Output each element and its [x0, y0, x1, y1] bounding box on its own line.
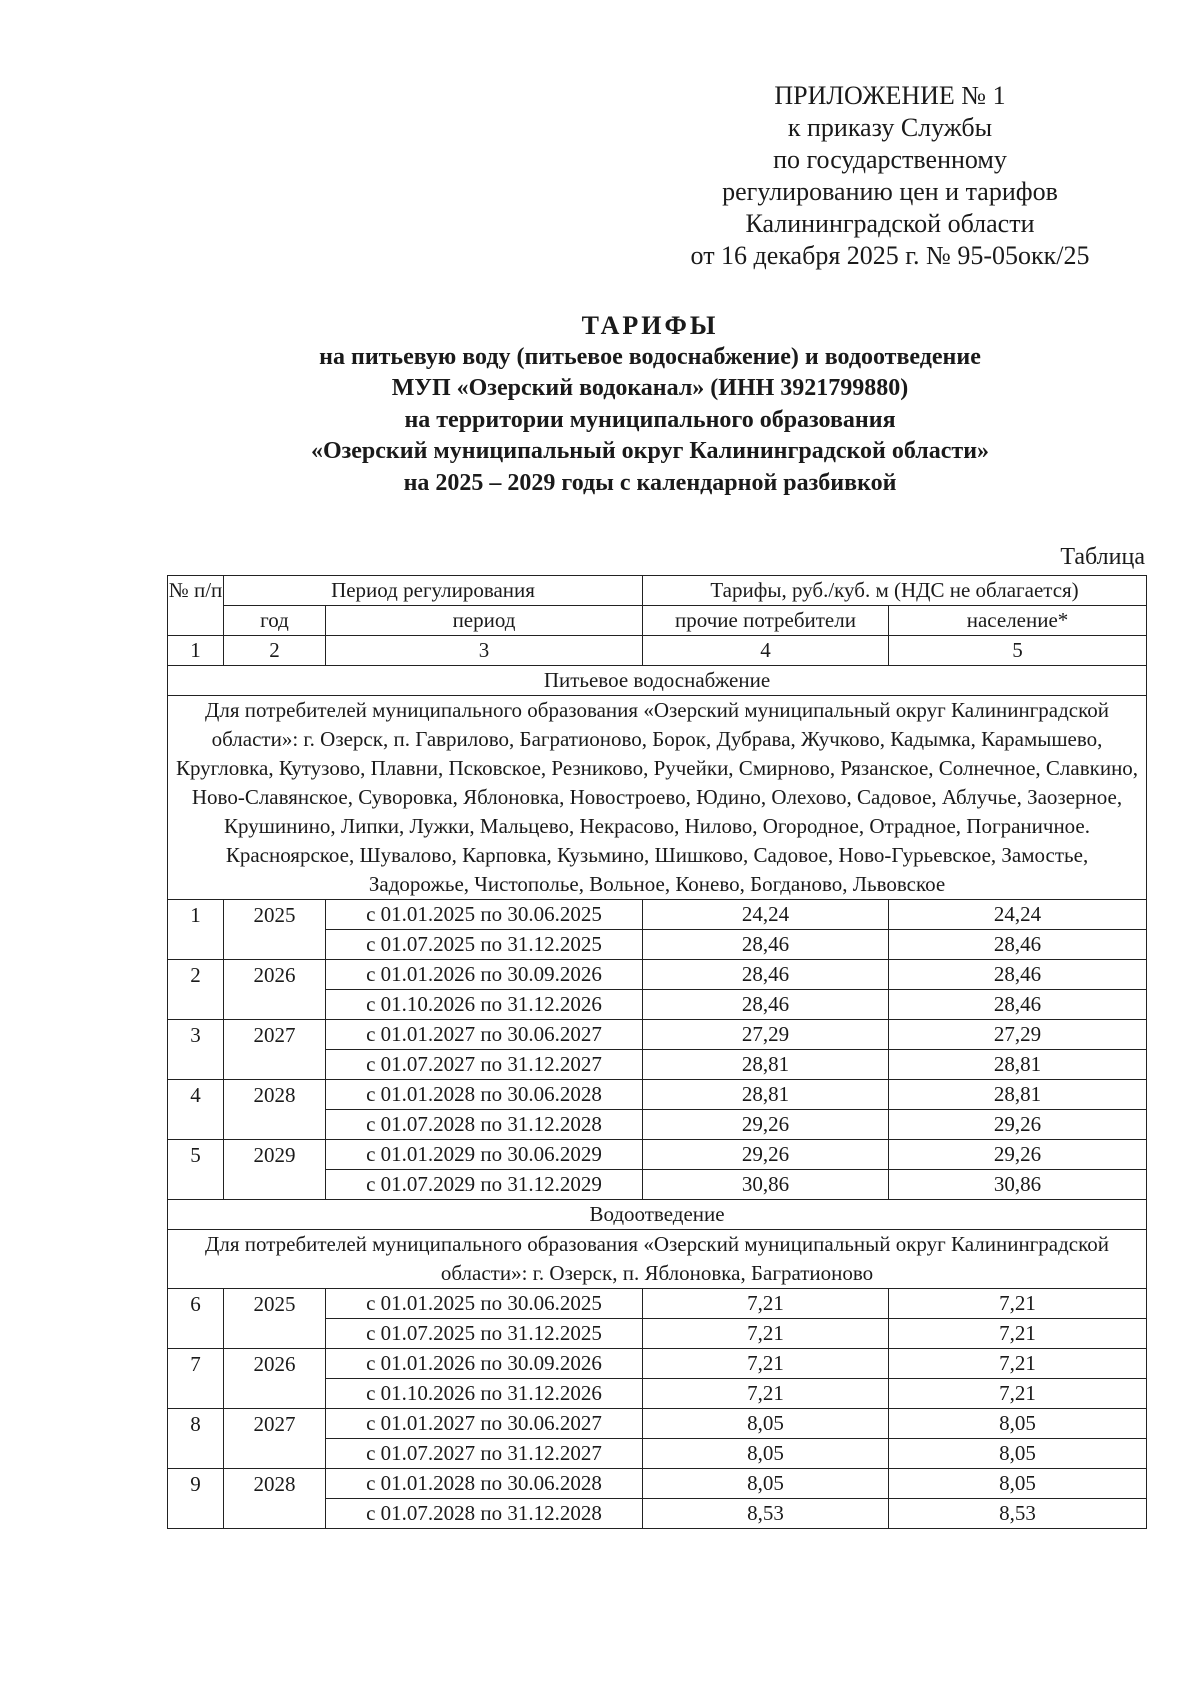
row-tariff-population: 29,26 — [889, 1110, 1147, 1140]
row-period: с 01.07.2028 по 31.12.2028 — [326, 1499, 643, 1529]
row-tariff-other: 8,05 — [643, 1439, 889, 1469]
row-period: с 01.01.2026 по 30.09.2026 — [326, 1349, 643, 1379]
row-tariff-other: 7,21 — [643, 1349, 889, 1379]
title-line: на 2025 – 2029 годы с календарной разбивкой — [403, 469, 897, 496]
section-heading-row — [168, 1200, 1147, 1230]
row-period: с 01.01.2028 по 30.06.2028 — [326, 1469, 643, 1499]
header-other: прочие потребители — [643, 606, 889, 636]
section-heading-row — [168, 666, 1147, 696]
row-tariff-population: 7,21 — [889, 1319, 1147, 1349]
row-period: с 01.01.2027 по 30.06.2027 — [326, 1409, 643, 1439]
row-tariff-population: 8,05 — [889, 1409, 1147, 1439]
table-caption: Таблица — [1060, 544, 1145, 570]
row-tariff-other: 8,05 — [643, 1469, 889, 1499]
row-period: с 01.07.2027 по 31.12.2027 — [326, 1439, 643, 1469]
title-line: на питьевую воду (питьевое водоснабжение) и водоотведение — [319, 343, 981, 370]
row-tariff-population: 28,46 — [889, 960, 1147, 990]
row-number: 9 — [168, 1469, 224, 1529]
row-period: с 01.07.2025 по 31.12.2025 — [326, 1319, 643, 1349]
table-row — [168, 1349, 1147, 1379]
column-number: 2 — [224, 636, 326, 666]
row-tariff-population: 28,81 — [889, 1050, 1147, 1080]
row-tariff-population: 29,26 — [889, 1140, 1147, 1170]
subheader-row — [168, 606, 1147, 636]
section-note: Для потребителей муниципального образования «Озерский муниципальный округ Калининградской области»: г. Озерск, п. Гаврилово, Багратионово, Борок, Дубрава, Жучково, Кадымка, Карамышево, Кругловка, Кутузово, Плавни, Псковское, Резниково, Ручейки, Смирново, Рязанское, Солнечное, Славкино, Ново-Славянское, Суворовка, Яблоновка, Новостроево, Юдино, Олехово, Садовое, Аблучье, Заозерное, Крушинино, Липки, Лужки, Мальцево, Некрасово, Нилово, Огородное, Отрадное, Пограничное. Красноярское, Шувалово, Карповка, Кузьмино, Шишково, Садовое, Ново-Гурьевское, Замостье, Задорожье, Чистополье, Вольное, Конево, Богданово, Львовское — [168, 696, 1147, 900]
column-number: 1 — [168, 636, 224, 666]
row-tariff-other: 7,21 — [643, 1289, 889, 1319]
header-year: год — [224, 606, 326, 636]
row-tariff-other: 8,05 — [643, 1409, 889, 1439]
row-tariff-other: 28,81 — [643, 1080, 889, 1110]
row-period: с 01.01.2027 по 30.06.2027 — [326, 1020, 643, 1050]
appendix-block — [640, 80, 1140, 272]
row-tariff-other: 27,29 — [643, 1020, 889, 1050]
column-number: 5 — [889, 636, 1147, 666]
row-period: с 01.07.2029 по 31.12.2029 — [326, 1170, 643, 1200]
row-tariff-other: 7,21 — [643, 1379, 889, 1409]
row-period: с 01.10.2026 по 31.12.2026 — [326, 990, 643, 1020]
appendix-line: регулированию цен и тарифов — [722, 177, 1058, 206]
row-tariff-other: 28,46 — [643, 930, 889, 960]
row-tariff-other: 28,46 — [643, 990, 889, 1020]
row-year: 2026 — [224, 960, 326, 1020]
title-line: МУП «Озерский водоканал» (ИНН 3921799880) — [391, 375, 909, 401]
row-tariff-population: 30,86 — [889, 1170, 1147, 1200]
appendix-line: Калининградской области — [745, 209, 1035, 238]
row-number: 3 — [168, 1020, 224, 1080]
section-heading: Питьевое водоснабжение — [168, 666, 1147, 696]
row-year: 2027 — [224, 1020, 326, 1080]
row-year: 2028 — [224, 1080, 326, 1140]
row-period: с 01.01.2025 по 30.06.2025 — [326, 1289, 643, 1319]
row-tariff-other: 8,53 — [643, 1499, 889, 1529]
table-row — [168, 1020, 1147, 1050]
row-tariff-population: 28,81 — [889, 1080, 1147, 1110]
row-year: 2025 — [224, 1289, 326, 1349]
header-population: население* — [889, 606, 1147, 636]
title-line: на территории муниципального образования — [404, 406, 896, 433]
tariffs-table — [167, 575, 1147, 1529]
appendix-line: от 16 декабря 2025 г. № 95-05окк/25 — [690, 241, 1090, 270]
row-tariff-other: 28,46 — [643, 960, 889, 990]
table-row — [168, 1409, 1147, 1439]
row-period: с 01.01.2028 по 30.06.2028 — [326, 1080, 643, 1110]
appendix-line: по государственному — [773, 145, 1007, 174]
row-number: 5 — [168, 1140, 224, 1200]
header-period: период — [326, 606, 643, 636]
header-period-group: Период регулирования — [224, 576, 643, 606]
row-tariff-population: 8,05 — [889, 1439, 1147, 1469]
row-tariff-population: 7,21 — [889, 1289, 1147, 1319]
table-row — [168, 1140, 1147, 1170]
row-tariff-population: 7,21 — [889, 1379, 1147, 1409]
row-period: с 01.07.2025 по 31.12.2025 — [326, 930, 643, 960]
section-note-row — [168, 696, 1147, 900]
table-row — [168, 1469, 1147, 1499]
row-number: 7 — [168, 1349, 224, 1409]
row-year: 2025 — [224, 900, 326, 960]
row-number: 1 — [168, 900, 224, 960]
row-number: 6 — [168, 1289, 224, 1349]
column-number: 3 — [326, 636, 643, 666]
row-tariff-population: 27,29 — [889, 1020, 1147, 1050]
section-heading: Водоотведение — [168, 1200, 1147, 1230]
row-year: 2028 — [224, 1469, 326, 1529]
section-note: Для потребителей муниципального образования «Озерский муниципальный округ Калининградской области»: г. Озерск, п. Яблоновка, Багратионово — [168, 1230, 1147, 1289]
appendix-line: ПРИЛОЖЕНИЕ № 1 — [774, 81, 1006, 110]
row-number: 4 — [168, 1080, 224, 1140]
row-period: с 01.01.2026 по 30.09.2026 — [326, 960, 643, 990]
title-line: «Озерский муниципальный округ Калининградской области» — [310, 438, 990, 464]
row-tariff-population: 28,46 — [889, 990, 1147, 1020]
row-number: 8 — [168, 1409, 224, 1469]
row-tariff-population: 8,05 — [889, 1469, 1147, 1499]
row-year: 2029 — [224, 1140, 326, 1200]
row-year: 2026 — [224, 1349, 326, 1409]
row-tariff-other: 29,26 — [643, 1140, 889, 1170]
column-number: 4 — [643, 636, 889, 666]
row-tariff-population: 28,46 — [889, 930, 1147, 960]
row-tariff-other: 7,21 — [643, 1319, 889, 1349]
column-numbers-row — [168, 636, 1147, 666]
section-note-row — [168, 1230, 1147, 1289]
title-main: ТАРИФЫ — [581, 311, 719, 340]
table-row — [168, 1289, 1147, 1319]
row-tariff-other: 29,26 — [643, 1110, 889, 1140]
row-period: с 01.01.2025 по 30.06.2025 — [326, 900, 643, 930]
row-period: с 01.07.2027 по 31.12.2027 — [326, 1050, 643, 1080]
header-num: № п/п — [168, 576, 224, 636]
row-tariff-population: 24,24 — [889, 900, 1147, 930]
row-tariff-other: 30,86 — [643, 1170, 889, 1200]
table-row — [168, 1080, 1147, 1110]
row-tariff-other: 28,81 — [643, 1050, 889, 1080]
tariffs-table-body — [168, 576, 1147, 1529]
row-number: 2 — [168, 960, 224, 1020]
row-tariff-population: 8,53 — [889, 1499, 1147, 1529]
document-title — [150, 310, 1150, 499]
row-year: 2027 — [224, 1409, 326, 1469]
table-row — [168, 900, 1147, 930]
row-period: с 01.10.2026 по 31.12.2026 — [326, 1379, 643, 1409]
appendix-line: к приказу Службы — [787, 113, 993, 142]
row-tariff-other: 24,24 — [643, 900, 889, 930]
row-tariff-population: 7,21 — [889, 1349, 1147, 1379]
row-period: с 01.07.2028 по 31.12.2028 — [326, 1110, 643, 1140]
row-period: с 01.01.2029 по 30.06.2029 — [326, 1140, 643, 1170]
header-row — [168, 576, 1147, 606]
header-tariff-group: Тарифы, руб./куб. м (НДС не облагается) — [643, 576, 1147, 606]
table-row — [168, 960, 1147, 990]
